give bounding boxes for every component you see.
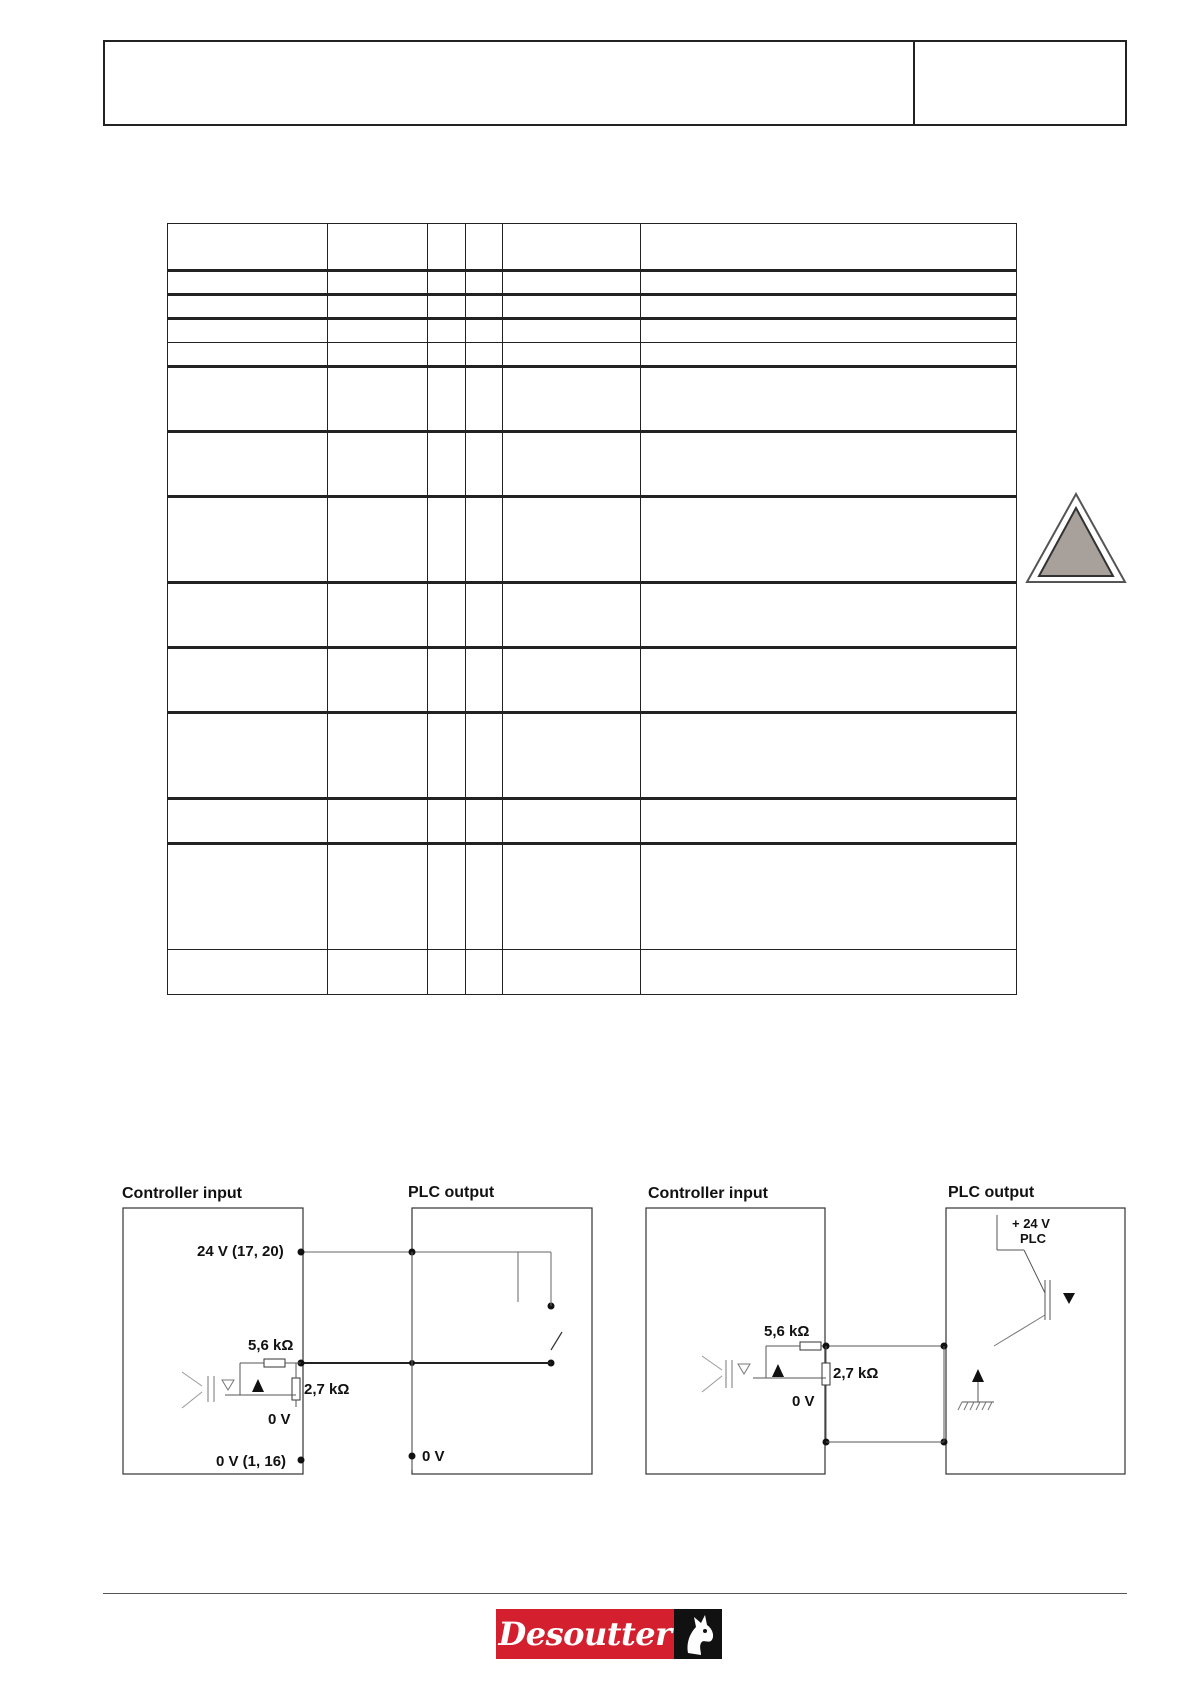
resistor-series-label: 5,6 kΩ — [248, 1337, 294, 1354]
diagram-right — [646, 1184, 1125, 1474]
table-row — [168, 497, 1017, 583]
controller-input-title-right: Controller input — [648, 1185, 768, 1202]
wiring-diagrams — [110, 1180, 1130, 1500]
table-row — [168, 583, 1017, 648]
desoutter-logo — [496, 1609, 722, 1659]
page-header — [103, 40, 1127, 126]
zero-v-pins-label: 0 V (1, 16) — [216, 1453, 287, 1470]
supply-24v-label: 24 V (17, 20) — [197, 1243, 284, 1260]
plc-supply-label: + 24 V — [1012, 1216, 1050, 1231]
diagram-left — [122, 1184, 592, 1474]
table-row — [168, 295, 1017, 319]
header-reference-cell — [915, 42, 1125, 124]
table-row — [168, 319, 1017, 343]
table-row — [168, 432, 1017, 497]
plc-output-title-right: PLC output — [948, 1184, 1035, 1201]
zero-v-internal-label: 0 V — [268, 1411, 291, 1428]
table-row — [168, 271, 1017, 295]
table-row — [168, 343, 1017, 367]
table-row — [168, 950, 1017, 995]
table-row — [168, 648, 1017, 713]
table-row — [168, 844, 1017, 950]
brand-wordmark: Desoutter — [496, 1609, 674, 1659]
io-table — [167, 223, 1017, 995]
resistor-series-label-right: 5,6 kΩ — [764, 1323, 810, 1340]
horse-head-icon — [674, 1609, 722, 1659]
table-header-row — [168, 224, 1017, 271]
zero-v-internal-label-right: 0 V — [792, 1393, 815, 1410]
plc-supply-sub-label: PLC — [1020, 1231, 1046, 1246]
plc-zero-v-label: 0 V — [422, 1448, 445, 1465]
header-title-cell — [105, 42, 915, 124]
table-row — [168, 713, 1017, 799]
controller-input-title: Controller input — [122, 1185, 242, 1202]
resistor-shunt-label: 2,7 kΩ — [304, 1381, 350, 1398]
warning-icon — [1025, 492, 1127, 586]
resistor-shunt-label-right: 2,7 kΩ — [833, 1365, 879, 1382]
plc-output-title: PLC output — [408, 1184, 495, 1201]
table-row — [168, 367, 1017, 432]
table-row — [168, 799, 1017, 844]
footer-divider — [103, 1593, 1127, 1594]
